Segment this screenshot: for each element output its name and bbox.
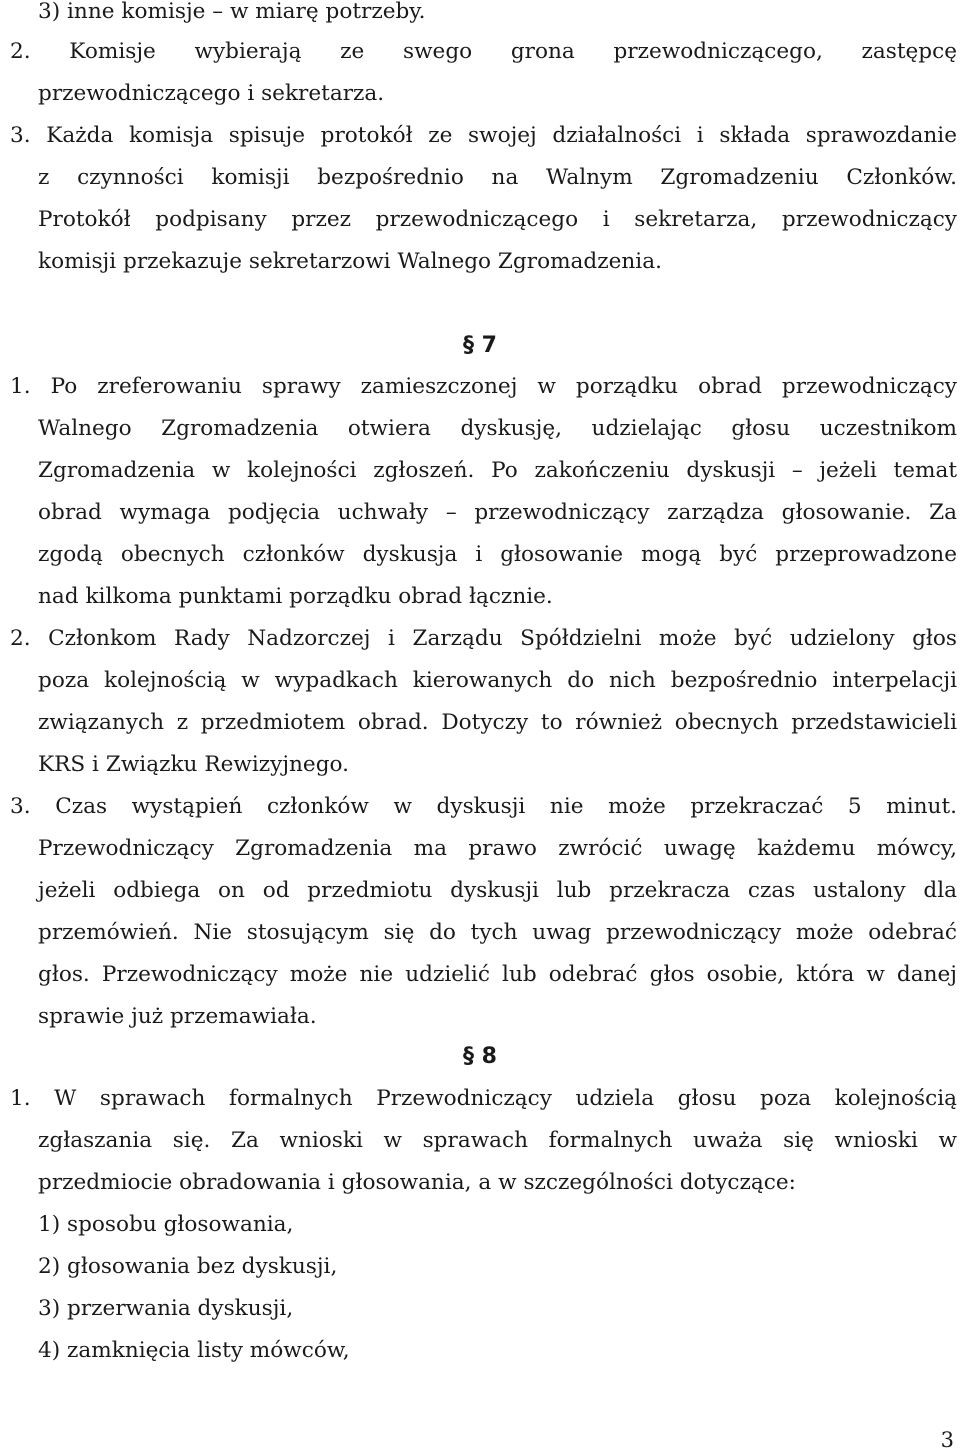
- section-heading-7: § 7: [463, 333, 497, 358]
- s7-paragraph-1-line-6: nad kilkoma punktami porządku obrad łącznie.: [38, 584, 553, 609]
- paragraph-3-line-3: Protokół podpisany przez przewodniczącego i sekretarza, przewodniczący: [38, 207, 957, 232]
- s7-paragraph-3-line-4: przemówień. Nie stosującym się do tych uwag przewodniczący może odebrać: [38, 920, 957, 945]
- paragraph-2-line-1: 2. Komisje wybierają ze swego grona przewodniczącego, zastępcę: [10, 39, 957, 64]
- paragraph-3-line-2: z czynności komisji bezpośrednio na Walnym Zgromadzeniu Członków.: [38, 165, 957, 190]
- s7-paragraph-3-line-1: 3. Czas wystąpień członków w dyskusji nie może przekraczać 5 minut.: [10, 794, 957, 819]
- s8-paragraph-1-line-3: przedmiocie obradowania i głosowania, a w szczególności dotyczące:: [38, 1170, 796, 1195]
- section-heading-8: § 8: [463, 1044, 497, 1069]
- s7-paragraph-1-line-2: Walnego Zgromadzenia otwiera dyskusję, udzielając głosu uczestnikom: [38, 416, 957, 441]
- s8-list-item-2: 2) głosowania bez dyskusji,: [38, 1254, 338, 1279]
- s7-paragraph-3-line-5: głos. Przewodniczący może nie udzielić lub odebrać głos osobie, która w danej: [38, 962, 957, 987]
- s7-paragraph-2-line-3: związanych z przedmiotem obrad. Dotyczy to również obecnych przedstawicieli: [38, 710, 957, 735]
- s7-paragraph-3-line-2: Przewodniczący Zgromadzenia ma prawo zwrócić uwagę każdemu mówcy,: [38, 836, 957, 861]
- paragraph-2-line-2: przewodniczącego i sekretarza.: [38, 81, 385, 106]
- s7-paragraph-3-line-6: sprawie już przemawiała.: [38, 1004, 317, 1029]
- s8-list-item-1: 1) sposobu głosowania,: [38, 1212, 294, 1237]
- page-number: 3: [940, 1428, 954, 1452]
- s7-paragraph-2-line-4: KRS i Związku Rewizyjnego.: [38, 752, 350, 777]
- s7-paragraph-2-line-2: poza kolejnością w wypadkach kierowanych do nich bezpośrednio interpelacji: [38, 668, 957, 693]
- s8-list-item-4: 4) zamknięcia listy mówców,: [38, 1338, 350, 1363]
- s7-paragraph-3-line-3: jeżeli odbiega on od przedmiotu dyskusji lub przekracza czas ustalony dla: [38, 878, 957, 903]
- s7-paragraph-1-line-4: obrad wymaga podjęcia uchwały – przewodniczący zarządza głosowanie. Za: [38, 500, 957, 525]
- list-item-3-other-commissions: 3) inne komisje – w miarę potrzeby.: [38, 0, 426, 24]
- s7-paragraph-2-line-1: 2. Członkom Rady Nadzorczej i Zarządu Spółdzielni może być udzielony głos: [10, 626, 957, 651]
- s7-paragraph-1-line-1: 1. Po zreferowaniu sprawy zamieszczonej w porządku obrad przewodniczący: [10, 374, 957, 399]
- paragraph-3-line-1: 3. Każda komisja spisuje protokół ze swojej działalności i składa sprawozdanie: [10, 123, 957, 148]
- paragraph-3-line-4: komisji przekazuje sekretarzowi Walnego Zgromadzenia.: [38, 249, 662, 274]
- s8-list-item-3: 3) przerwania dyskusji,: [38, 1296, 294, 1321]
- s7-paragraph-1-line-3: Zgromadzenia w kolejności zgłoszeń. Po zakończeniu dyskusji – jeżeli temat: [38, 458, 957, 483]
- s8-paragraph-1-line-2: zgłaszania się. Za wnioski w sprawach formalnych uważa się wnioski w: [38, 1128, 957, 1153]
- s8-paragraph-1-line-1: 1. W sprawach formalnych Przewodniczący udziela głosu poza kolejnością: [10, 1086, 957, 1111]
- s7-paragraph-1-line-5: zgodą obecnych członków dyskusja i głosowanie mogą być przeprowadzone: [38, 542, 957, 567]
